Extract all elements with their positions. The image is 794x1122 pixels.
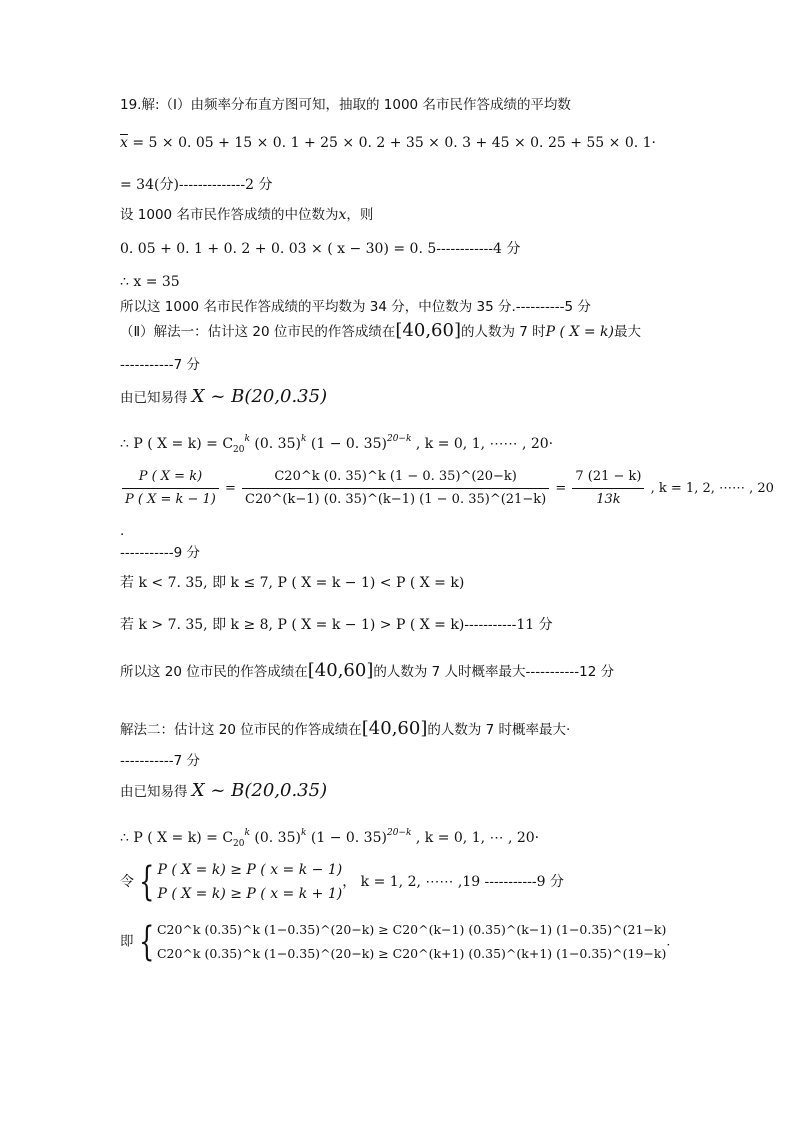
median-intro-end: ，则 [346,207,374,223]
brace-icon: { [139,859,155,905]
system1-tail: ， k = 1, 2, ⋯⋯ ,19 [342,874,481,890]
method1-score7: -----------7 分 [120,357,200,373]
system2-row2: C20^k (0.35)^k (1−0.35)^(20−k) ≥ C20^(k+1) (0.35)^(k+1) (1−0.35)^(19−k) [156,946,667,961]
method1-binomial [120,388,327,407]
median-equation [120,240,520,258]
method1-binomial-expr: X ~ B(20,0.35) [191,386,328,407]
method2-binomial-text: 由已知易得 [120,784,188,800]
ratio-tail: , k = 1, 2, ⋯⋯ , 20 [650,481,774,496]
case1: 若 k < 7. 35, 即 k ≤ 7, P ( X = k − 1) < P ( X = k) [120,575,465,591]
method1-conclusion [120,662,614,681]
method1-intro-c: 最大 [613,324,641,340]
system1 [120,858,564,906]
ratio-mid-fraction [242,468,549,509]
method1-intro-b: 的人数为 7 时 [460,324,546,340]
ratio-rhs-numerator: 7 (21 − k) [572,468,644,489]
case2 [120,616,553,634]
ratio-mid-denominator: C20^(k−1) (0. 35)^(k−1) (1 − 0. 35)^(21−k) [245,492,547,507]
system2-tail: . [666,933,671,949]
mean-expression: = 5 × 0. 05 + 15 × 0. 1 + 25 × 0. 2 + 35 × 0. 3 + 45 × 0. 25 + 55 × 0. 1· [127,135,657,151]
method2-binomial-expr: X ~ B(20,0.35) [191,780,328,801]
case2-score: -----------11 分 [464,617,553,633]
method1-conclusion-a: 所以这 20 位市民的作答成绩在 [120,664,308,680]
dot-line: . [120,523,125,539]
method1-score9: -----------9 分 [120,545,200,561]
median-intro [120,206,373,224]
system2-row1: C20^k (0.35)^k (1−0.35)^(20−k) ≥ C20^(k−1) (0.35)^(k−1) (1−0.35)^(21−k) [156,922,667,937]
system1-rows [157,858,342,906]
pmf2-lhs: ∴ P ( X = k) = C [120,830,234,846]
method2-pmf: ∴ P ( $X = k) = C_{20}^k$ (0. 35)$^k$ (1 − 0. 35)$^{20-k}$ , k = 0, 1, ⋯ , 20· [120,828,540,849]
median-variable: x [338,207,347,223]
mean-result [120,176,273,194]
method2-intro [120,720,570,739]
ratio-denominator: P ( X = k − 1) [125,492,216,507]
interval-3: [40,60] [361,718,428,739]
method1-binomial-text: 由已知易得 [120,390,188,406]
mean-equation [120,134,656,152]
ratio-rhs-fraction [572,468,644,509]
ji-char: 即 [120,933,134,950]
mean-symbol: $\overline{x}$ [120,135,128,151]
pmf-lhs: ∴ P ( X = k) = C [120,436,234,452]
method1-intro-a: （Ⅱ）解法一：估计这 20 位市民的作答成绩在 [120,324,396,340]
method2-intro-b: 的人数为 7 时概率最大· [427,722,571,738]
ratio-rhs-denominator: 13k [596,492,621,507]
ratio-mid-numerator: C20^k (0. 35)^k (1 − 0. 35)^(20−k) [242,468,549,489]
ratio-equation: $\frac{P ( X = k)}{P ( X = k - 1)}$ = $\frac{C20\^{}k (0. 35)\^{}k (1 - 0. 35)\^{}(20-k)}{C20\^{}(k-1) (0. 35)\^{}(k-1) (1 - 0. 35)\^{}(21-k)}$ = $\frac{7 (21 - k)}{13k}$ , k = 1, 2, ⋯⋯ , 20 [120,468,774,509]
pmf-sub: 20 [233,445,245,455]
method1-intro-expr: P ( X = k) [545,324,614,340]
system1-row2: P ( X = k) ≥ P ( x = k + 1) [157,886,343,902]
median-intro-text: 设 1000 名市民作答成绩的中位数为 [120,207,339,223]
interval: [40,60] [395,320,461,341]
method1-pmf: ∴ P ( $X = k) = C_{20}^k$ (0. 35)$^k$ (1 − 0. 35)$^{20-k}$ , k = 0, 1, ⋯⋯ , 20· [120,434,554,455]
method1-intro [120,322,641,341]
pmf-sup-20k: 20−k [386,434,412,444]
pmf-mid2: (1 − 0. 35) [306,436,387,452]
pmf2-mid2: (1 − 0. 35) [306,830,387,846]
median-score: ------------4 分 [436,241,521,257]
part1-conclusion: 所以这 1000 名市民作答成绩的平均数为 34 分，中位数为 35 分.----------5 分 [120,299,591,315]
method2-intro-a: 解法二：估计这 20 位市民的作答成绩在 [120,722,362,738]
ratio-numerator: P ( X = k) [122,468,219,489]
system1-score: -----------9 分 [480,874,564,890]
pmf-tail: , k = 0, 1, ⋯⋯ , 20· [411,436,554,452]
method2-binomial [120,782,327,801]
brace-icon-2: { [138,919,154,965]
pmf-sup-k: k [244,434,250,444]
mean-result-text: = 34(分)--------------2 分 [120,177,273,193]
system1-row1: P ( X = k) ≥ P ( x = k − 1) [157,862,343,878]
interval-2: [40,60] [307,660,374,681]
method1-conclusion-b: 的人数为 7 人时概率最大-----------12 分 [373,664,615,680]
case2-text: 若 k > 7. 35, 即 k ≥ 8, P ( X = k − 1) > P ( X = k) [120,617,465,633]
therefore-x: ∴ x = 35 [120,274,180,290]
method2-score7: -----------7 分 [120,753,200,769]
median-equation-text: 0. 05 + 0. 1 + 0. 2 + 0. 03 × ( x − 30) = 0. 5 [120,241,437,257]
ratio-lhs-fraction [122,468,219,509]
system2 [120,918,670,966]
part1-intro: 19.解:（Ⅰ）由频率分布直方图可知，抽取的 1000 名市民作答成绩的平均数 [120,97,571,113]
pmf2-mid: (0. 35) [249,830,301,846]
ling-char: 令 [120,874,134,890]
pmf2-tail: , k = 0, 1, ⋯ , 20· [411,830,540,846]
pmf-mid: (0. 35) [249,436,301,452]
system2-rows [157,918,666,966]
